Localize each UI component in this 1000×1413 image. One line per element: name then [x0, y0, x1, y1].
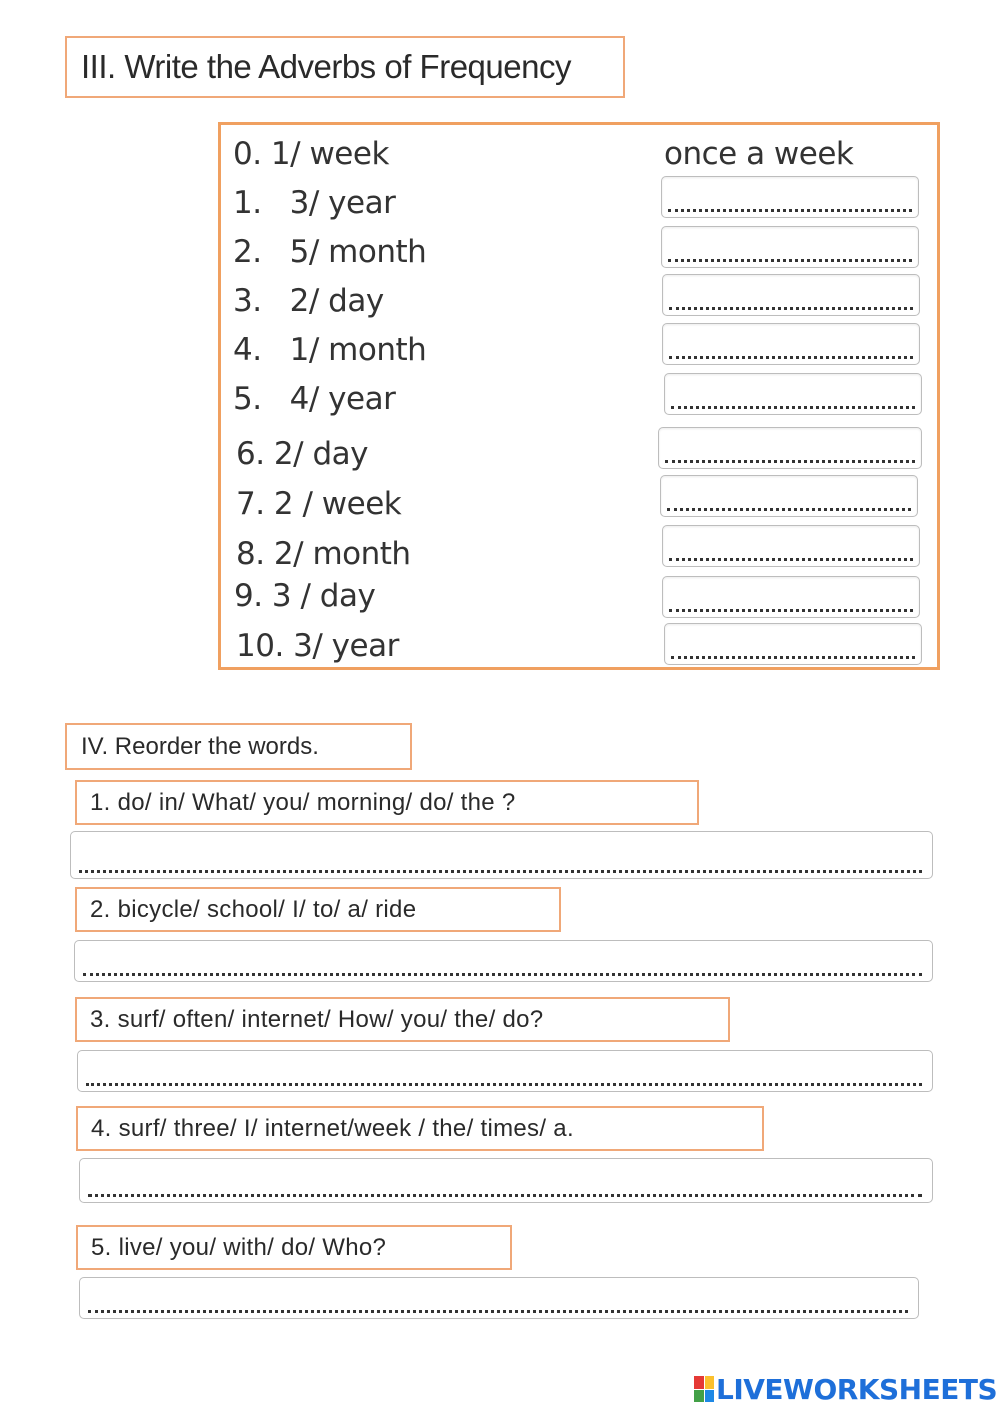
item-label-2: 2. 5/ month [233, 234, 427, 270]
logo-grid-icon [694, 1376, 714, 1402]
question-prompt-4: 4. surf/ three/ I/ internet/week / the/ times/ a. [76, 1106, 764, 1151]
example-label: 0. 1/ week [233, 136, 389, 172]
answer-box-2[interactable] [661, 226, 919, 268]
answer-box-8[interactable] [662, 525, 920, 567]
answer-box-3[interactable] [662, 274, 920, 316]
item-label-4: 4. 1/ month [233, 332, 427, 368]
section-4-title: IV. Reorder the words. [65, 723, 412, 770]
answer-line-1[interactable] [70, 831, 933, 879]
item-label-5: 5. 4/ year [233, 381, 396, 417]
answer-box-10[interactable] [664, 623, 922, 665]
answer-box-1[interactable] [661, 176, 919, 218]
answer-line-4[interactable] [79, 1158, 933, 1203]
logo-text: LIVEWORKSHEETS [716, 1372, 998, 1406]
item-label-8: 8. 2/ month [236, 536, 411, 572]
example-answer: once a week [664, 136, 854, 172]
logo-square-red [694, 1376, 704, 1389]
question-prompt-3: 3. surf/ often/ internet/ How/ you/ the/ do? [75, 997, 730, 1042]
item-label-6: 6. 2/ day [236, 436, 368, 472]
logo-square-green [694, 1390, 704, 1403]
answer-box-5[interactable] [664, 373, 922, 415]
item-label-7: 7. 2 / week [236, 486, 402, 522]
item-label-10: 10. 3/ year [236, 628, 399, 664]
item-label-3: 3. 2/ day [233, 283, 384, 319]
logo-square-yellow [705, 1376, 715, 1389]
question-prompt-1: 1. do/ in/ What/ you/ morning/ do/ the ? [75, 780, 699, 825]
answer-box-7[interactable] [660, 475, 918, 517]
answer-line-3[interactable] [77, 1050, 933, 1092]
answer-line-2[interactable] [74, 940, 933, 982]
section-3-title: III. Write the Adverbs of Frequency [65, 36, 625, 98]
answer-box-6[interactable] [658, 427, 922, 469]
question-prompt-2: 2. bicycle/ school/ I/ to/ a/ ride [75, 887, 561, 932]
answer-line-5[interactable] [79, 1277, 919, 1319]
item-label-1: 1. 3/ year [233, 185, 396, 221]
answer-box-4[interactable] [662, 323, 920, 365]
answer-box-9[interactable] [662, 576, 920, 618]
logo-square-blue [705, 1390, 715, 1403]
item-label-9: 9. 3 / day [234, 578, 376, 614]
question-prompt-5: 5. live/ you/ with/ do/ Who? [76, 1225, 512, 1270]
liveworksheets-logo [694, 1372, 997, 1406]
